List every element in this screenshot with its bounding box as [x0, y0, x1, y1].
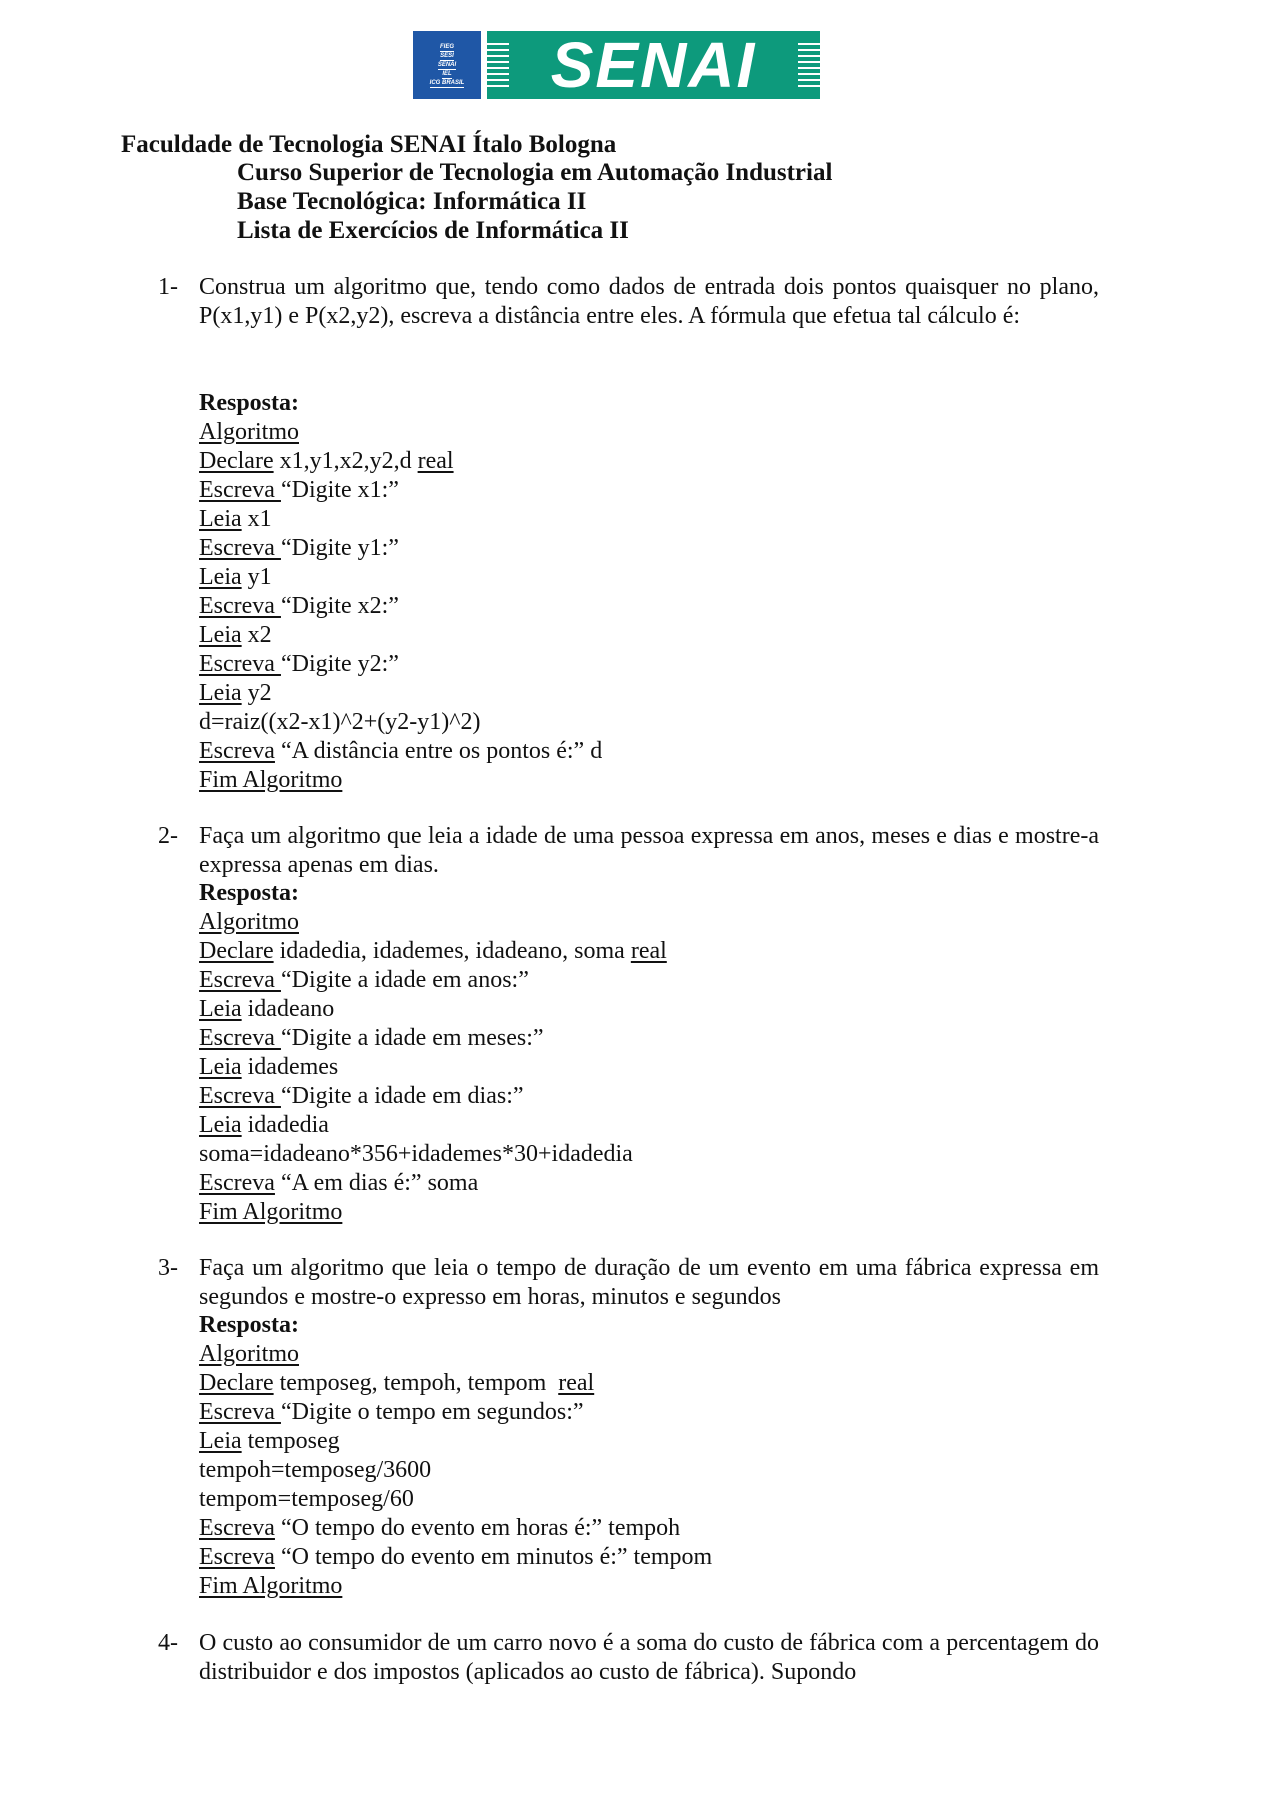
code-type-keyword: real [558, 1370, 595, 1396]
fieg-line: FIEG [439, 43, 454, 50]
list-title: Lista de Exercícios de Informática II [237, 217, 629, 244]
code-line [199, 1082, 667, 1111]
code-line [199, 937, 667, 966]
code-text: “Digite x1:” [280, 477, 399, 503]
question-number: 1- [158, 274, 178, 300]
code-line [199, 1198, 667, 1227]
institution-title: Faculdade de Tecnologia SENAI Ítalo Bologna [121, 131, 617, 158]
code-text: tempoh=temposeg/3600 [199, 1457, 432, 1483]
code-keyword: Escreva [199, 1083, 281, 1109]
algorithm-2 [199, 908, 667, 1227]
code-line [199, 1169, 667, 1198]
code-keyword: Algoritmo [199, 1341, 299, 1367]
code-line [199, 995, 667, 1024]
code-keyword: Escreva [199, 1399, 281, 1425]
code-line [199, 563, 602, 592]
question-text: Faça um algoritmo que leia o tempo de duração de um evento em uma fábrica expressa em segundos e mostre-o expresso em horas, minutos e segundos [199, 1255, 1099, 1310]
code-type-keyword: real [417, 448, 454, 474]
code-line [199, 1427, 712, 1456]
code-keyword: Escreva [199, 535, 281, 561]
code-text: tempom=temposeg/60 [199, 1486, 414, 1512]
code-text: “Digite a idade em anos:” [280, 967, 529, 993]
answer-label: Resposta: [199, 880, 299, 906]
code-keyword: Escreva [199, 1025, 281, 1051]
code-text: idadeano [241, 996, 335, 1022]
code-text: idademes [241, 1054, 339, 1080]
code-keyword: Algoritmo [199, 909, 299, 935]
code-text: “Digite y1:” [280, 535, 399, 561]
code-text: soma=idadeano*356+idademes*30+idadedia [199, 1141, 633, 1167]
code-line [199, 592, 602, 621]
code-line [199, 1140, 667, 1169]
code-text: “Digite a idade em meses:” [280, 1025, 544, 1051]
code-keyword: Leia [199, 622, 242, 648]
code-line [199, 447, 602, 476]
senai-wordmark: SENAI [487, 31, 820, 99]
code-type-keyword: real [630, 938, 667, 964]
code-keyword: Leia [199, 680, 242, 706]
code-text: “A distância entre os pontos é:” d [274, 738, 603, 764]
code-keyword: Escreva [199, 593, 281, 619]
code-keyword: Leia [199, 1054, 242, 1080]
code-line [199, 621, 602, 650]
code-text: “A em dias é:” soma [274, 1170, 479, 1196]
question-number: 2- [158, 823, 178, 849]
code-line [199, 418, 602, 447]
algorithm-1 [199, 418, 602, 795]
answer-label: Resposta: [199, 390, 299, 416]
code-line [199, 1369, 712, 1398]
code-line [199, 966, 667, 995]
code-text: y2 [241, 680, 272, 706]
code-text: temposeg [241, 1428, 340, 1454]
code-text: x2 [241, 622, 272, 648]
code-text: d=raiz((x2-x1)^2+(y2-y1)^2) [199, 709, 481, 735]
code-line [199, 505, 602, 534]
code-line [199, 1398, 712, 1427]
code-keyword: Fim Algoritmo [199, 767, 343, 793]
code-text: “O tempo do evento em horas é:” tempoh [274, 1515, 681, 1541]
fieg-line: IEL [442, 70, 452, 77]
code-line [199, 476, 602, 505]
code-keyword: Leia [199, 996, 242, 1022]
code-text: y1 [241, 564, 272, 590]
question-number: 3- [158, 1255, 178, 1281]
code-text: “O tempo do evento em minutos é:” tempom [274, 1544, 713, 1570]
code-text: x1,y1,x2,y2,d [273, 448, 418, 474]
code-keyword: Algoritmo [199, 419, 299, 445]
code-keyword: Escreva [199, 1544, 275, 1570]
code-text: idadedia, idademes, idadeano, soma [273, 938, 631, 964]
code-text: “Digite o tempo em segundos:” [280, 1399, 584, 1425]
code-line [199, 1111, 667, 1140]
code-keyword: Escreva [199, 738, 275, 764]
code-keyword: Escreva [199, 1170, 275, 1196]
code-line [199, 1053, 667, 1082]
fieg-line: SESI [440, 52, 454, 59]
code-keyword: Leia [199, 1112, 242, 1138]
fieg-line: SENAI [437, 61, 457, 68]
code-keyword: Escreva [199, 1515, 275, 1541]
code-text: idadedia [241, 1112, 329, 1138]
course-title: Curso Superior de Tecnologia em Automação Industrial [237, 159, 833, 186]
code-line [199, 1485, 712, 1514]
code-line [199, 1340, 712, 1369]
question-number: 4- [158, 1630, 178, 1656]
code-line [199, 1456, 712, 1485]
code-line [199, 708, 602, 737]
code-text: “Digite y2:” [280, 651, 399, 677]
code-keyword: Declare [199, 448, 274, 474]
code-line [199, 766, 602, 795]
question-text: Faça um algoritmo que leia a idade de uma pessoa expressa em anos, meses e dias e mostre-a expressa apenas em dias. [199, 823, 1099, 878]
code-line [199, 1514, 712, 1543]
code-keyword: Fim Algoritmo [199, 1199, 343, 1225]
code-keyword: Fim Algoritmo [199, 1573, 343, 1599]
question-text: Construa um algoritmo que, tendo como dados de entrada dois pontos quaisquer no plano, P(x1,y1) e P(x2,y2), escreva a distância entre eles. A fórmula que efetua tal cálculo é: [199, 274, 1099, 329]
code-line [199, 1572, 712, 1601]
code-text: x1 [241, 506, 272, 532]
code-line [199, 650, 602, 679]
code-keyword: Leia [199, 564, 242, 590]
code-text: “Digite a idade em dias:” [280, 1083, 524, 1109]
code-line [199, 737, 602, 766]
algorithm-3 [199, 1340, 712, 1601]
code-line [199, 679, 602, 708]
code-line [199, 1024, 667, 1053]
code-text: temposeg, tempoh, tempom [273, 1370, 559, 1396]
code-keyword: Escreva [199, 477, 281, 503]
code-keyword: Escreva [199, 967, 281, 993]
code-keyword: Escreva [199, 651, 281, 677]
answer-label: Resposta: [199, 1312, 299, 1338]
code-line [199, 908, 667, 937]
code-text: “Digite x2:” [280, 593, 399, 619]
fieg-logo [413, 31, 481, 99]
base-title: Base Tecnológica: Informática II [237, 188, 587, 215]
code-keyword: Leia [199, 506, 242, 532]
code-keyword: Declare [199, 938, 274, 964]
code-keyword: Leia [199, 1428, 242, 1454]
code-line [199, 1543, 712, 1572]
code-line [199, 534, 602, 563]
question-text: O custo ao consumidor de um carro novo é a soma do custo de fábrica com a percentagem do distribuidor e dos impostos (aplicados ao custo de fábrica). Supondo [199, 1630, 1099, 1685]
senai-logo [413, 31, 820, 99]
fieg-line: ICG BRASIL [429, 79, 465, 86]
code-keyword: Declare [199, 1370, 274, 1396]
